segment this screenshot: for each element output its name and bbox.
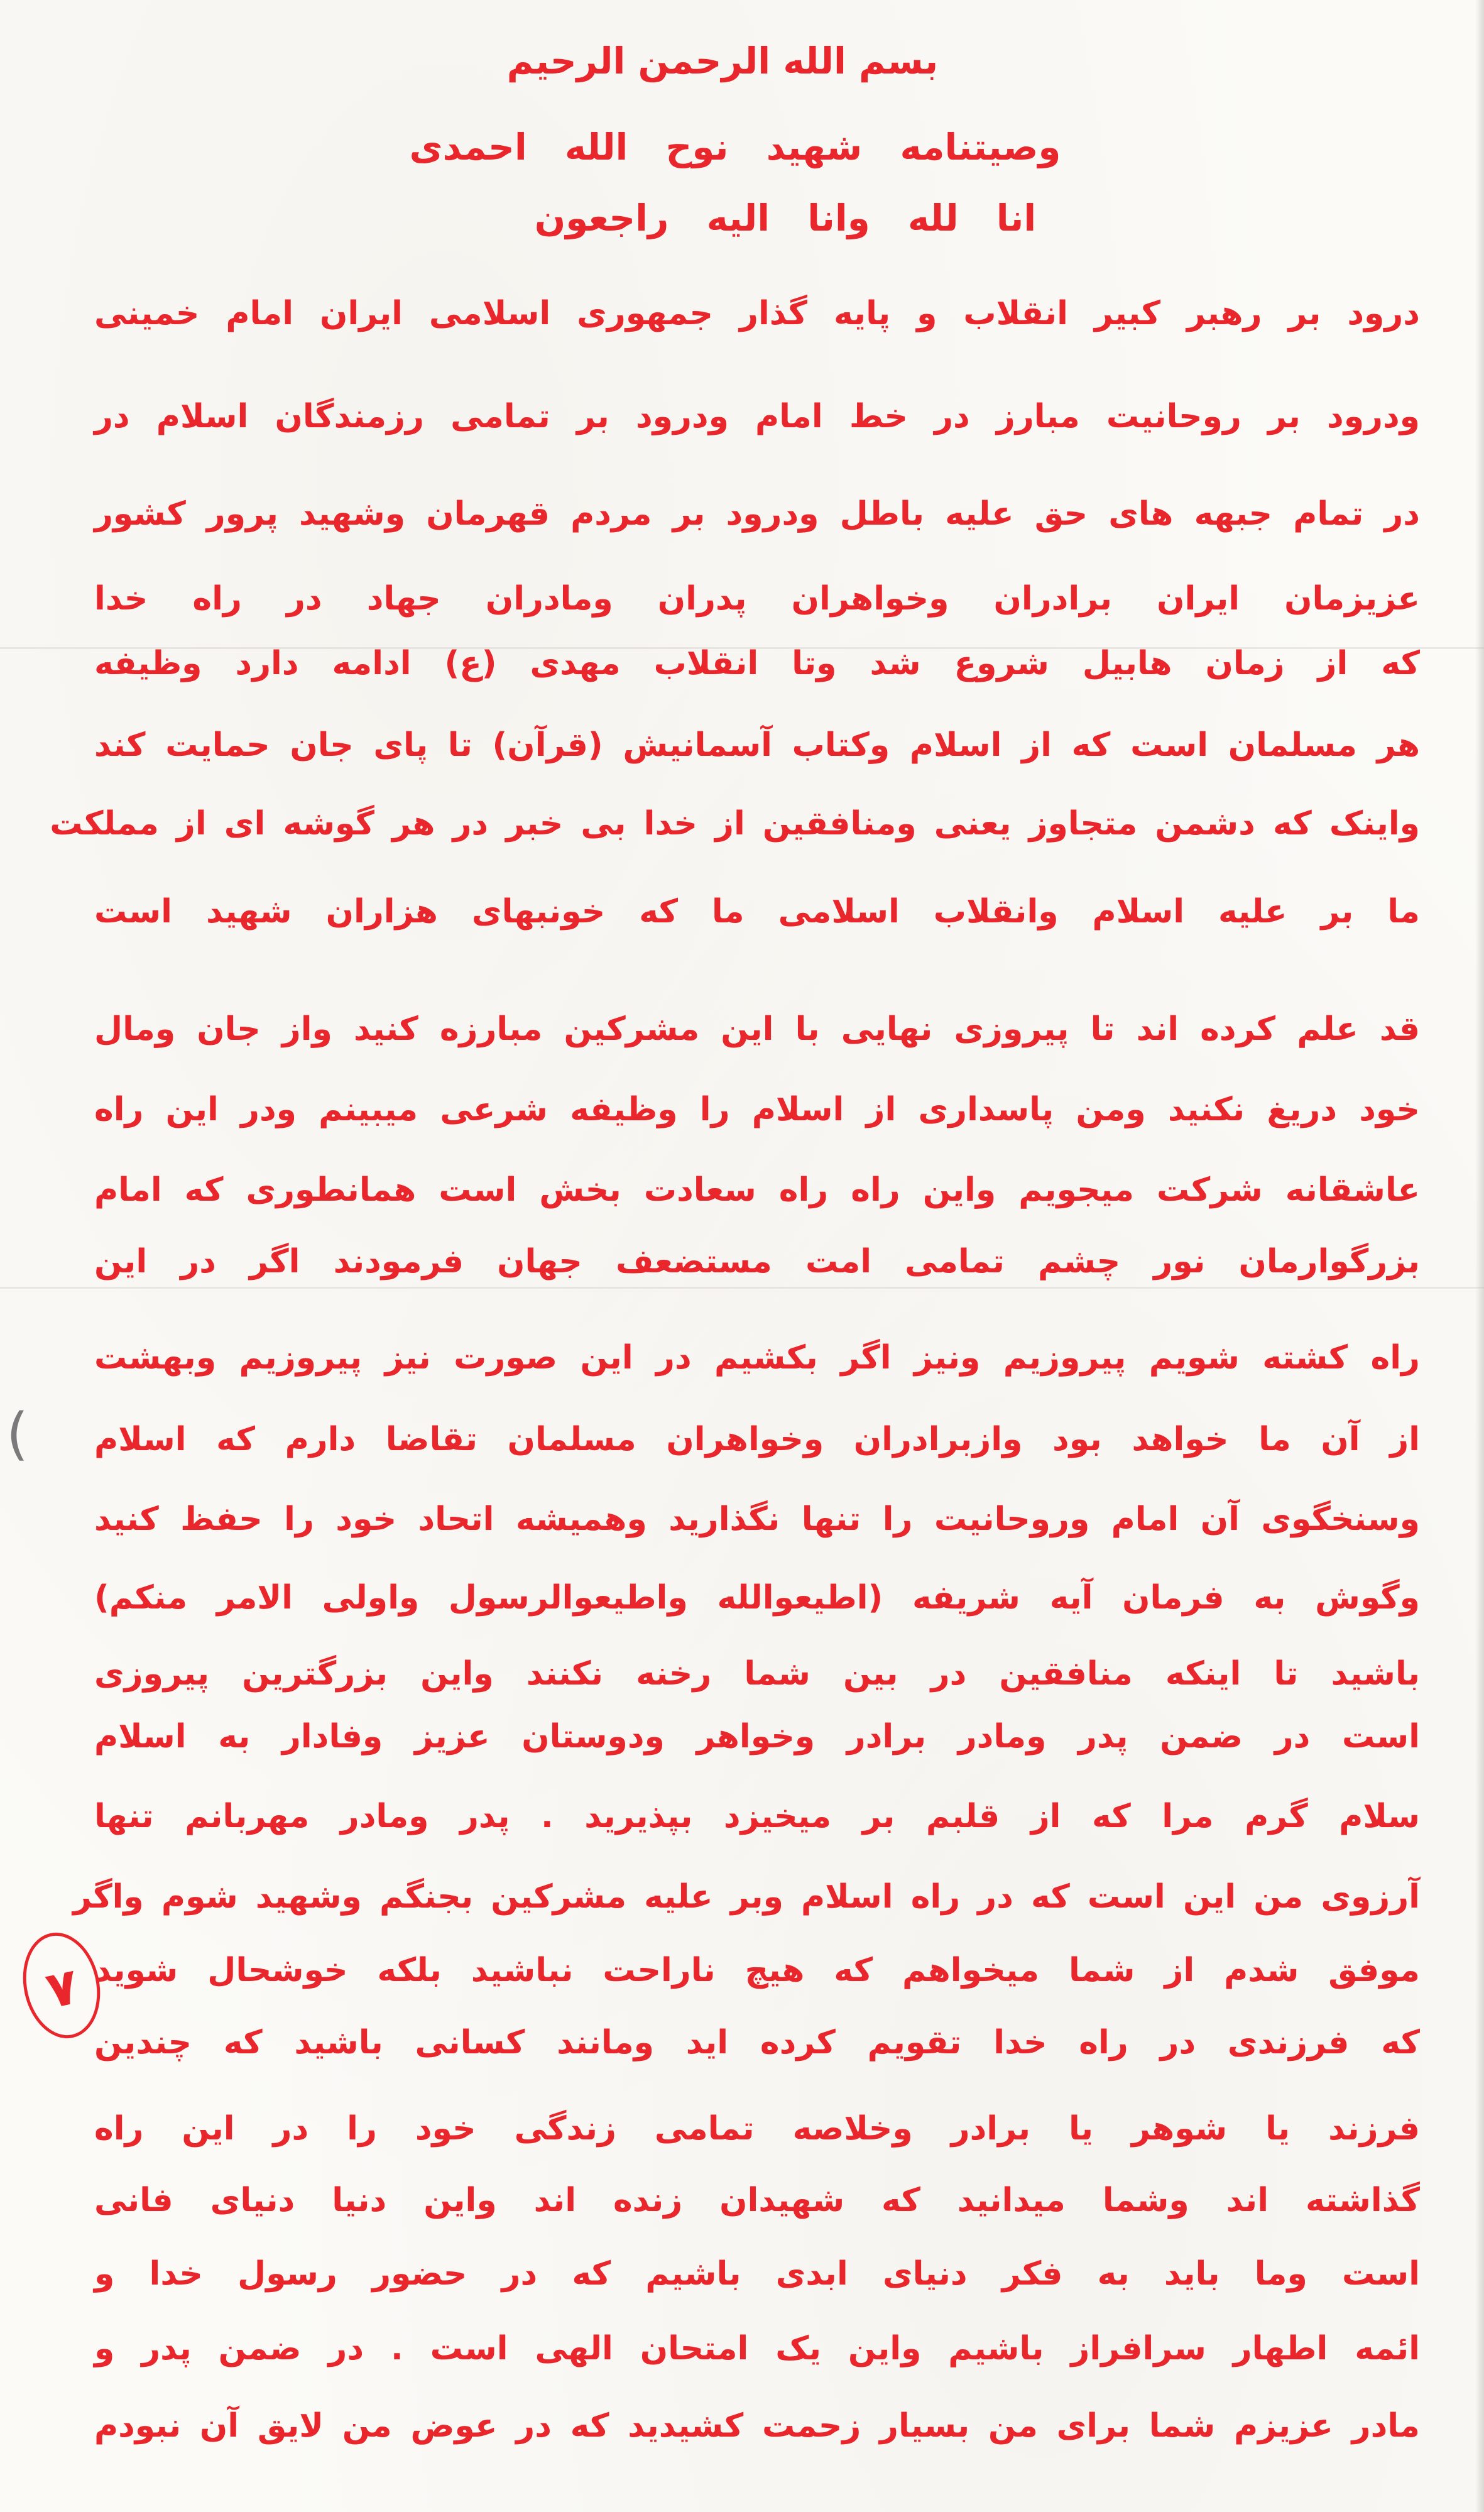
body-line-16: وگوش به فرمان آیه شریفه (اطیعوالله واطیعوالرسول واولی الامر منکم) (94, 1579, 1420, 1617)
body-line-7: واینک که دشمن متجاوز یعنی ومنافقین از خدا بی خبر در هر گوشه ای از مملکت (50, 805, 1420, 843)
body-line-5: که از زمان هابیل شروع شد وتا انقلاب مهدی (ع) ادامه دارد وظیفه (94, 645, 1420, 682)
body-line-8: ما بر علیه اسلام وانقلاب اسلامی ما که خونبهای هزاران شهید است (94, 893, 1420, 931)
body-line-21: موفق شدم از شما میخواهم که هیچ ناراحت نباشید بلکه خوشحال شوید (94, 1952, 1420, 1989)
body-line-4: عزیزمان ایران برادران وخواهران پدران ومادران جهاد در راه خدا (94, 580, 1420, 618)
margin-mark: ( (6, 1401, 29, 1467)
body-line-6: هر مسلمان است که از اسلام وکتاب آسمانیش (قرآن) تا پای جان حمایت کند (94, 726, 1420, 764)
body-line-19: سلام گرم مرا که از قلبم بر میخیزد بپذیرید . پدر ومادر مهربانم تنها (94, 1798, 1420, 1835)
body-line-1: درود بر رهبر کبیر انقلاب و پایه گذار جمهوری اسلامی ایران امام خمینی (94, 295, 1420, 332)
body-line-25: است وما باید به فکر دنیای ابدی باشیم که در حضور رسول خدا و (94, 2255, 1420, 2293)
body-line-9: قد علم کرده اند تا پیروزی نهایی با این مشرکین مبارزه کنید واز جان ومال (94, 1010, 1420, 1048)
quran-verse: انا لله وانا الیه راجعون (534, 197, 1037, 239)
body-line-22: که فرزندی در راه خدا تقویم کرده اید ومانند کسانی باشید که چندین (94, 2024, 1420, 2061)
body-line-23: فرزند یا شوهر یا برادر وخلاصه تمامی زندگی خود را در این راه (94, 2110, 1420, 2148)
will-title: وصیتنامه شهید نوح الله احمدی (409, 126, 1061, 168)
body-line-14: از آن ما خواهد بود وازبرادران وخواهران مسلمان تقاضا دارم که اسلام (94, 1421, 1420, 1458)
body-line-26: ائمه اطهار سرافراز باشیم واین یک امتحان الهی است . در ضمن پدر و (94, 2330, 1420, 2367)
bismillah-heading: بسم الله الرحمن الرحیم (506, 40, 939, 82)
body-line-3: در تمام جبهه های حق علیه باطل ودرود بر مردم قهرمان وشهید پرور کشور (94, 495, 1420, 533)
body-line-13: راه کشته شویم پیروزیم ونیز اگر بکشیم در این صورت نیز پیروزیم وبهشت (94, 1339, 1420, 1377)
body-line-18: است در ضمن پدر ومادر برادر وخواهر ودوستان عزیز وفادار به اسلام (94, 1718, 1420, 1756)
body-line-11: عاشقانه شرکت میجویم واین راه راه سعادت بخش است همانطوری که امام (94, 1171, 1420, 1209)
body-line-20: آرزوی من این است که در راه اسلام وبر علیه مشرکین بجنگم وشهید شوم واگر (73, 1878, 1420, 1916)
page-number: ۷ (41, 1956, 84, 2020)
paper-edge (1475, 0, 1484, 2512)
body-line-24: گذاشته اند وشما میدانید که شهیدان زنده اند واین دنیا دنیای فانی (94, 2182, 1420, 2219)
body-line-27: مادر عزیزم شما برای من بسیار زحمت کشیدید که در عوض من لایق آن نبودم (94, 2407, 1420, 2445)
body-line-10: خود دریغ نکنید ومن پاسداری از اسلام را وظیفه شرعی میبینم ودر این راه (94, 1091, 1420, 1128)
body-line-2: ودرود بر روحانیت مبارز در خط امام ودرود بر تمامی رزمندگان اسلام در (94, 398, 1420, 435)
body-line-12: بزرگوارمان نور چشم تمامی امت مستضعف جهان فرمودند اگر در این (94, 1243, 1420, 1281)
body-line-15: وسنخگوی آن امام وروحانیت را تنها نگذارید وهمیشه اتحاد خود را حفظ کنید (94, 1500, 1420, 1538)
paper-fold (0, 1287, 1484, 1289)
body-line-17: باشید تا اینکه منافقین در بین شما رخنه نکنند واین بزرگترین پیروزی (94, 1655, 1420, 1693)
